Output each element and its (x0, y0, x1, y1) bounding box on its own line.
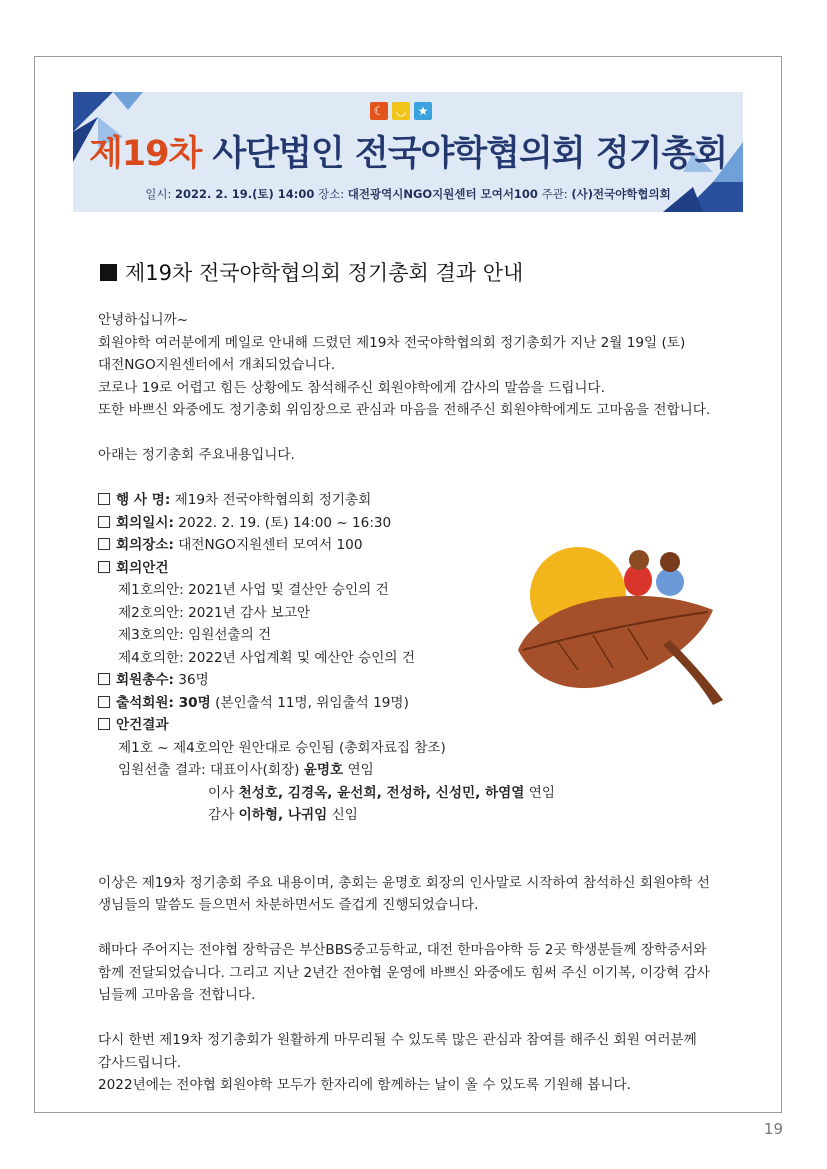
closing-line: 이상은 제19차 정기총회 주요 내용이며, 총회는 윤명호 회장의 인사말로 시작하여 참석하신 회원야학 선 (98, 874, 710, 891)
agenda-line: 제4호의한: 2022년 사업계획 및 예산안 승인의 건 (118, 649, 415, 666)
intro-line: 대전NGO지원센터에서 개최되었습니다. (98, 357, 336, 373)
item-label: 회의안건 (116, 559, 169, 576)
item-date (98, 512, 738, 535)
closing-line: 해마다 주어지는 전야협 장학금은 부산BBS중고등학교, 대전 한마음야학 등 2곳 학생분들께 장학증서와 (98, 942, 707, 958)
directors-line (98, 782, 738, 805)
checkbox-icon (98, 493, 110, 505)
agenda-line: 제3호의안: 임원선출의 건 (118, 627, 272, 643)
heading-text: 제19차 전국야학협의회 정기총회 결과 안내 (125, 261, 524, 285)
director-names: 천성호, 김경옥, 윤선희, 전성하, 신성민, 하염열 (238, 784, 525, 801)
auditor-names: 이하형, 나귀임 (238, 807, 328, 823)
checkbox-icon (98, 561, 110, 573)
checkbox-icon (98, 673, 110, 685)
intro-line: 안녕하십니까~ (98, 312, 189, 328)
auditors-line (98, 804, 738, 827)
item-value: 36명 (173, 672, 209, 688)
checkbox-icon (98, 516, 110, 528)
checkbox-icon (98, 538, 110, 550)
closing-line: 다시 한번 제19차 정기총회가 원활하게 마무리될 수 있도록 많은 관심과 참여를 해주신 회원 여러분께 (98, 1032, 697, 1048)
director-suffix: 연임 (524, 784, 556, 801)
director-prefix: 이사 (208, 784, 239, 801)
event-banner (73, 92, 743, 212)
item-label: 회원총수: (116, 672, 174, 688)
election-suffix: 연임 (343, 762, 374, 778)
agenda-line: 제2호의안: 2021년 감사 보고안 (118, 604, 311, 621)
auditor-suffix: 신임 (327, 807, 358, 823)
intro-line: 코로나 19로 어렵고 힘든 상황에도 참석해주신 회원야학에게 감사의 말씀을 드립니다. (98, 379, 605, 396)
place-value: 대전광역시NGO지원센터 모여서100 (347, 187, 538, 201)
election-line (98, 759, 738, 782)
item-label: 회의일시: (116, 514, 174, 531)
place-label: 장소: (318, 187, 345, 201)
item-value: (본인출석 11명, 위임출석 19명) (210, 694, 409, 711)
banner-title (73, 126, 743, 176)
result-line: 제1호 ~ 제4호의안 원안대로 승인됨 (총회자료집 참조) (118, 739, 446, 756)
banner-title-number: 제19차 (88, 134, 202, 174)
summary-intro: 아래는 정기총회 주요내용입니다. (98, 447, 295, 463)
item-event (98, 489, 738, 512)
chair-name: 윤명호 (303, 762, 344, 778)
moon-icon: ☾ (370, 102, 388, 120)
intro-line: 회원야학 여러분에게 메일로 안내해 드렸던 제19차 전국야학협의회 정기총회가 지난 2월 19일 (토) (98, 334, 686, 351)
closing-line: 님들께 고마움을 전합니다. (98, 987, 256, 1003)
item-value: 제19차 전국야학협의회 정기총회 (170, 492, 372, 508)
item-label: 안건결과 (116, 717, 169, 733)
face-icon: ◡ (392, 102, 410, 120)
page-number: 19 (763, 1120, 783, 1138)
election-prefix: 임원선출 결과: 대표이사(회장) (118, 762, 304, 778)
square-bullet-icon (100, 264, 117, 281)
checkbox-icon (98, 696, 110, 708)
item-label: 출석회원: (116, 694, 174, 711)
banner-info (73, 186, 743, 202)
section-heading (100, 257, 523, 287)
item-label: 회의장소: (116, 537, 174, 553)
closing-line: 생님들의 말씀도 들으면서 차분하면서도 즐겁게 진행되었습니다. (98, 897, 479, 913)
closing-line: 2022년에는 전야협 회원야학 모두가 한자리에 함께하는 날이 올 수 있도록 기원해 봅니다. (98, 1077, 631, 1093)
banner-title-text: 사단법인 전국야학협의회 정기총회 (212, 134, 728, 174)
closing-line: 함께 전달되었습니다. 그리고 지난 2년간 전야협 운영에 바쁘신 와중에도 힘써 주신 이기복, 이강혁 감사 (98, 964, 710, 981)
host-value: (사)전국야학협의회 (571, 187, 671, 201)
checkbox-icon (98, 718, 110, 730)
host-label: 주관: (541, 187, 568, 201)
agenda-line: 제1호의안: 2021년 사업 및 결산안 승인의 건 (118, 582, 389, 598)
closing-line: 감사드립니다. (98, 1054, 182, 1071)
star-icon: ★ (414, 102, 432, 120)
children-on-leaf-illustration (498, 540, 748, 720)
date-value: 2022. 2. 19.(토) 14:00 (175, 187, 315, 201)
date-label: 일시: (145, 187, 172, 201)
banner-icons (370, 102, 432, 120)
item-value: 2022. 2. 19. (토) 14:00 ~ 16:30 (173, 514, 392, 531)
item-value: 대전NGO지원센터 모여서 100 (173, 537, 363, 553)
item-value: 30명 (173, 694, 211, 711)
intro-line: 또한 바쁘신 와중에도 정기총회 위임장으로 관심과 마음을 전해주신 회원야학에게도 고마움을 전합니다. (98, 402, 711, 418)
item-label: 행 사 명: (116, 492, 171, 508)
auditor-prefix: 감사 (208, 807, 239, 823)
